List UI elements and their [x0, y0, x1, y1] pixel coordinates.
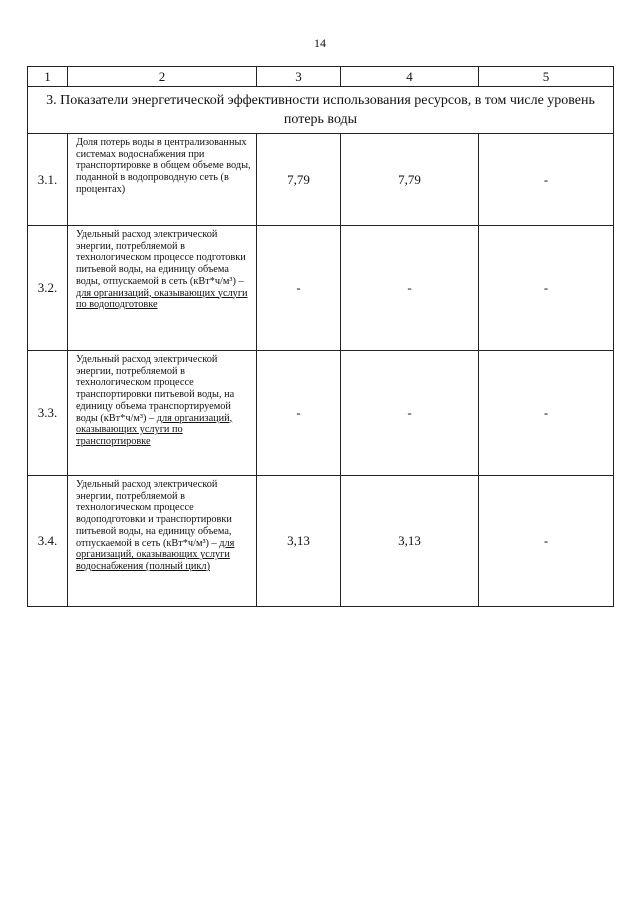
row-number: 3.2. — [28, 226, 68, 351]
column-header: 4 — [341, 67, 479, 87]
column-header: 2 — [68, 67, 257, 87]
value-col5: - — [479, 351, 614, 476]
value-col5: - — [479, 134, 614, 226]
row-number: 3.1. — [28, 134, 68, 226]
value-col3: - — [257, 351, 341, 476]
table-row — [28, 351, 614, 476]
indicator-description: Удельный расход электрической энергии, потребляемой в технологическом процессе транспортировки питьевой воды, на единицу объема транспортируемой воды (кВт*ч/м³) – для организаций, оказывающих услуги по транспортировке — [68, 351, 257, 476]
table-row — [28, 226, 614, 351]
page-number: 14 — [314, 36, 326, 50]
indicator-description: Удельный расход электрической энергии, потребляемой в технологическом процессе подготовки питьевой воды, на единицу объема воды, отпускаемой в сеть (кВт*ч/м³) – для организаций, оказывающих услуги по водоподготовке — [68, 226, 257, 351]
indicators-table — [27, 66, 614, 607]
column-header: 1 — [28, 67, 68, 87]
value-col4: 3,13 — [341, 476, 479, 607]
value-col3: 7,79 — [257, 134, 341, 226]
column-header: 5 — [479, 67, 614, 87]
row-number: 3.3. — [28, 351, 68, 476]
value-col5: - — [479, 476, 614, 607]
value-col3: 3,13 — [257, 476, 341, 607]
section-title-row — [28, 87, 614, 134]
section-title: 3. Показатели энергетической эффективности использования ресурсов, в том числе уровень потерь воды — [28, 87, 614, 134]
column-header-row — [28, 67, 614, 87]
column-header: 3 — [257, 67, 341, 87]
row-number: 3.4. — [28, 476, 68, 607]
value-col4: 7,79 — [341, 134, 479, 226]
value-col5: - — [479, 226, 614, 351]
value-col4: - — [341, 226, 479, 351]
table-row — [28, 476, 614, 607]
value-col3: - — [257, 226, 341, 351]
indicator-description: Доля потерь воды в централизованных системах водоснабжения при транспортировке в общем объеме воды, поданной в водопроводную сеть (в процентах) — [68, 134, 257, 226]
value-col4: - — [341, 351, 479, 476]
table-row — [28, 134, 614, 226]
indicator-description: Удельный расход электрической энергии, потребляемой в технологическом процессе водоподготовки и транспортировки питьевой воды, на единицу объема, отпускаемой в сеть (кВт*ч/м³) – для организаций, оказывающих услуги водоснабжения (полный цикл) — [68, 476, 257, 607]
